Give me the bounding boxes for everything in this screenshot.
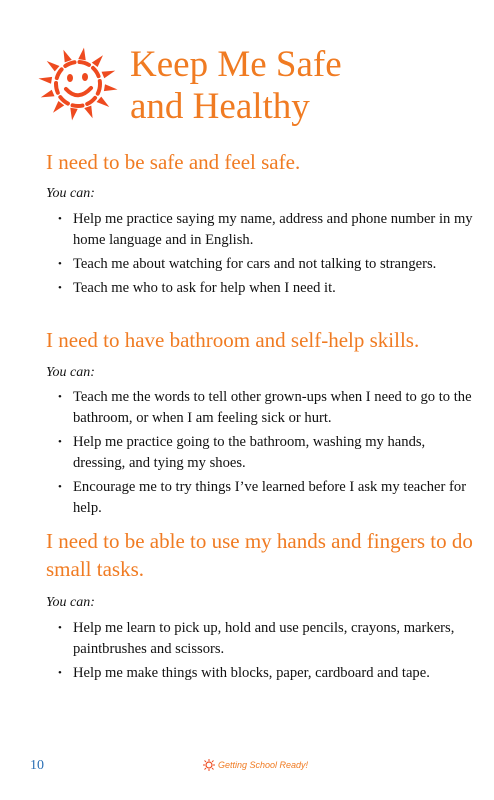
you-can-label: You can:: [46, 365, 95, 380]
section-list: [58, 618, 478, 687]
list-item: • Teach me about watching for cars and not talking to strangers.: [58, 254, 478, 275]
you-can-label: You can:: [46, 595, 95, 610]
section-list: [58, 209, 478, 302]
section-heading: I need to be safe and feel safe.: [46, 150, 301, 174]
sun-ray: [47, 61, 60, 71]
sun-ray: [41, 90, 55, 98]
page-number: 10: [30, 758, 44, 773]
list-item: • Help me practice saying my name, address and phone number in my home language and in English.: [58, 209, 478, 251]
sun-face-icon: [30, 42, 126, 126]
list-item: • Help me practice going to the bathroom, washing my hands, dressing, and tying my shoes.: [58, 432, 478, 474]
sun-ray: [53, 101, 64, 113]
section-heading: I need to have bathroom and self-help skills.: [46, 328, 420, 352]
title-line-2: and Healthy: [130, 86, 310, 127]
sun-ray: [97, 97, 110, 107]
footer-logo-text: Getting School Ready!: [218, 760, 309, 770]
you-can-label: You can:: [46, 186, 95, 201]
page-title: [130, 44, 342, 128]
list-item: • Encourage me to try things I’ve learned before I ask my teacher for help.: [58, 477, 478, 519]
sun-ray: [78, 48, 85, 61]
footer-logo: [203, 759, 308, 771]
list-item: • Teach me who to ask for help when I need it.: [58, 278, 478, 299]
sun-ray: [38, 77, 52, 84]
sun-ray: [104, 84, 118, 91]
section-heading: I need to be able to use my hands and fingers to do small tasks.: [46, 529, 473, 581]
list-item: • Help me make things with blocks, paper, cardboard and tape.: [58, 663, 478, 684]
small-sun-icon: [203, 759, 215, 771]
sun-ray: [63, 50, 71, 63]
list-item: • Teach me the words to tell other grown-ups when I need to go to the bathroom, or when I am feeling sick or hurt.: [58, 387, 478, 429]
sun-ray: [70, 108, 77, 121]
sun-ray: [84, 106, 92, 119]
title-line-1: Keep Me Safe: [130, 44, 342, 85]
sun-ray: [92, 55, 103, 67]
list-item: • Help me learn to pick up, hold and use pencils, crayons, markers, paintbrushes and scissors.: [58, 618, 478, 660]
section-list: [58, 387, 478, 522]
sun-ray: [102, 71, 116, 79]
